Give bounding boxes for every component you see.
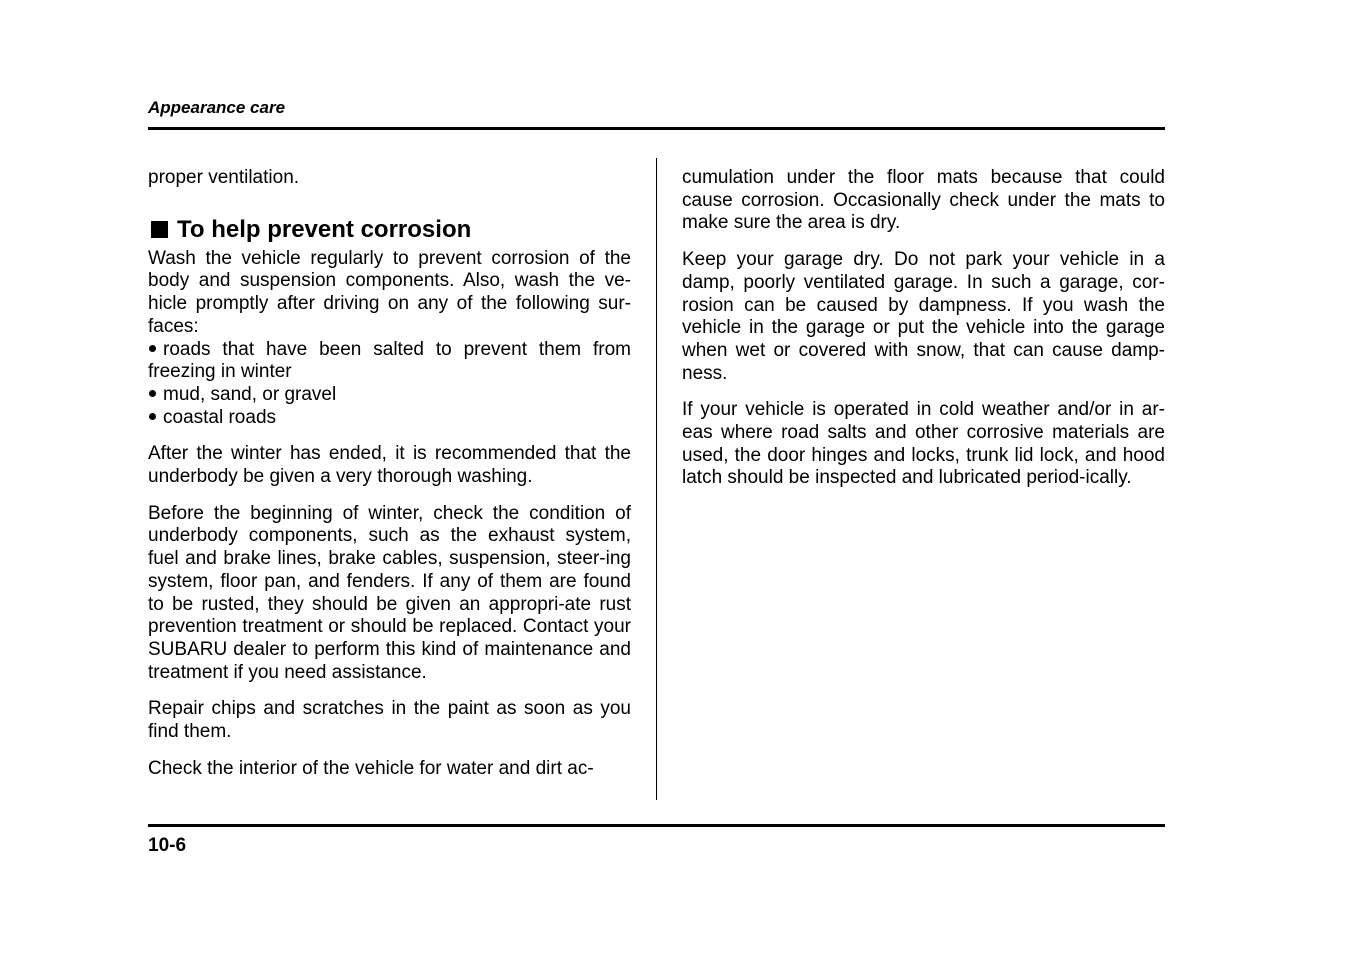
corrosion-heading — [148, 216, 631, 244]
intro-paragraph: proper ventilation. — [148, 167, 300, 188]
corrosion-heading-text: To help prevent corrosion — [177, 215, 472, 243]
section-header: Appearance care — [148, 98, 286, 117]
surface-list — [148, 339, 631, 430]
list-item: coastal roads — [148, 407, 631, 430]
list-item: mud, sand, or gravel — [148, 384, 631, 407]
header-rule — [148, 127, 1165, 130]
floor-mats-paragraph: cumulation under the floor mats because that could cause corrosion. Occasionally check under the mats to make sure the area is dry. — [682, 167, 1165, 234]
footer-rule — [148, 824, 1165, 827]
page-number: 10-6 — [148, 835, 187, 856]
winter-end-paragraph: After the winter has ended, it is recommended that the underbody be given a very thorough washing. — [148, 443, 631, 488]
list-item: roads that have been salted to prevent them from freezing in winter — [148, 338, 631, 383]
black-square-icon — [151, 221, 168, 238]
wash-paragraph: Wash the vehicle regularly to prevent corrosion of the body and suspension components. Also, wash the ve-hicle promptly after driving on any of the following sur-faces: — [148, 247, 631, 337]
interior-check-paragraph: Check the interior of the vehicle for water and dirt ac- — [148, 757, 594, 779]
paint-repair-paragraph: Repair chips and scratches in the paint as soon as you find them. — [148, 698, 631, 743]
left-column — [148, 167, 631, 794]
bullet-icon — [149, 390, 156, 397]
underbody-check-paragraph: Before the beginning of winter, check the condition of underbody components, such as the exhaust system, fuel and brake lines, brake cables, suspension, steer-ing system, floor pan, and fenders. If any of them are found to be rusted, they should be given an appropri-ate rust prevention treatment or should be replaced. Contact your SUBARU dealer to perform this kind of maintenance and treatment if you need assistance. — [148, 502, 631, 683]
cold-weather-paragraph: If your vehicle is operated in cold weather and/or in ar-eas where road salts and other corrosive materials are used, the door hinges and locks, trunk lid lock, and hood latch should be inspected and lubricated period-ically. — [682, 399, 1165, 489]
bullet-icon — [149, 345, 156, 352]
right-column — [682, 167, 1165, 504]
column-divider — [656, 158, 657, 800]
garage-paragraph: Keep your garage dry. Do not park your vehicle in a damp, poorly ventilated garage. In such a garage, cor-rosion can be caused by dampness. If you wash the vehicle in the garage or put the vehicle into the garage when wet or covered with snow, that can cause damp-ness. — [682, 249, 1165, 384]
bullet-icon — [149, 413, 156, 420]
